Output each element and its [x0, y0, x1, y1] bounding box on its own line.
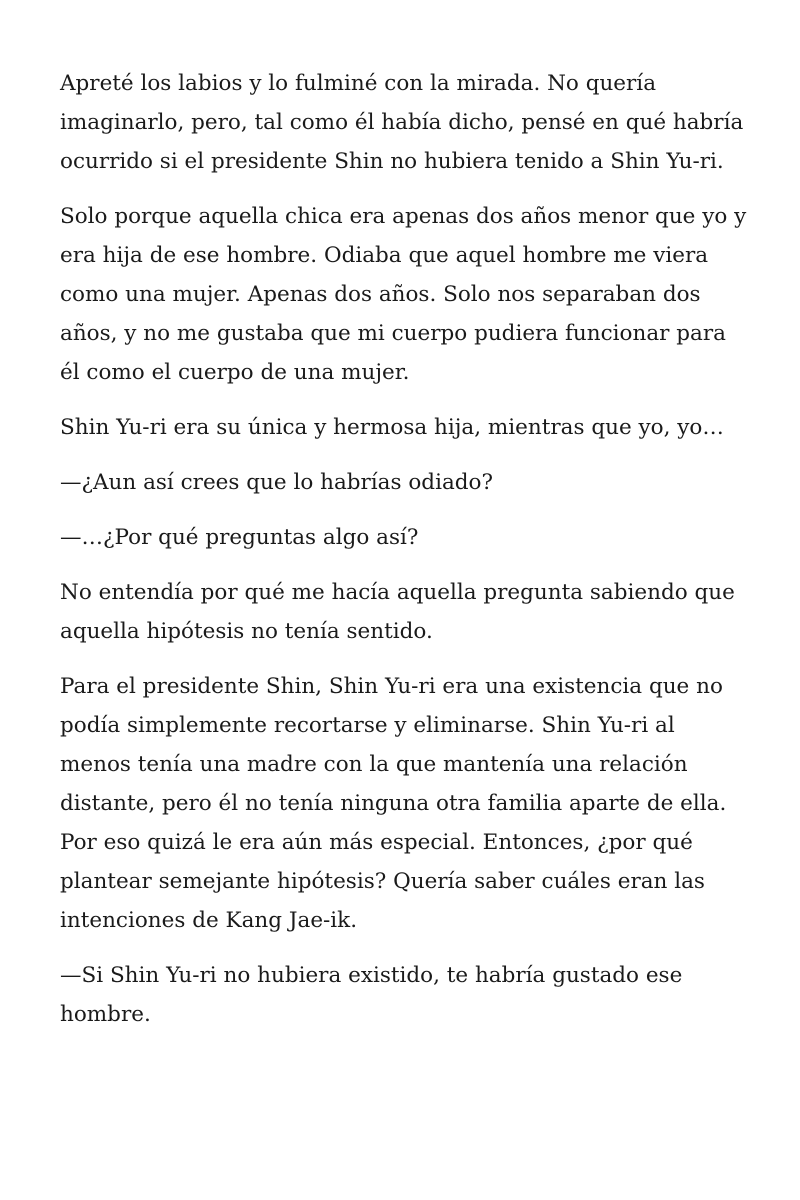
paragraph-1: Apreté los labios y lo fulminé con la mirada. No quería imaginarlo, pero, tal como él había dicho, pensé en qué habría ocurrido si el presidente Shin no hubiera tenido a Shin Yu-ri. [60, 71, 744, 174]
reading-page [60, 64, 750, 1050]
paragraph-4: No entendía por qué me hacía aquella pregunta sabiendo que aquella hipótesis no tenía sentido. [60, 580, 735, 644]
dialogue-line-2: —…¿Por qué preguntas algo así? [60, 525, 419, 550]
dialogue-line-3: —Si Shin Yu-ri no hubiera existido, te habría gustado ese hombre. [60, 963, 683, 1027]
paragraph-5: Para el presidente Shin, Shin Yu-ri era una existencia que no podía simplemente recortarse y eliminarse. Shin Yu-ri al menos tenía una madre con la que mantenía una relación distante, pero él no tenía ninguna otra familia aparte de ella. Por eso quizá le era aún más especial. Entonces, ¿por qué plantear semejante hipótesis? Quería saber cuáles eran las intenciones de Kang Jae-ik. [60, 674, 727, 933]
dialogue-line-1: —¿Aun así crees que lo habrías odiado? [60, 470, 494, 495]
paragraph-3: Shin Yu-ri era su única y hermosa hija, mientras que yo, yo… [60, 415, 724, 440]
paragraph-2: Solo porque aquella chica era apenas dos años menor que yo y era hija de ese hombre. Odiaba que aquel hombre me viera como una mujer. Apenas dos años. Solo nos separaban dos años, y no me gustaba que mi cuerpo pudiera funcionar para él como el cuerpo de una mujer. [60, 204, 747, 385]
